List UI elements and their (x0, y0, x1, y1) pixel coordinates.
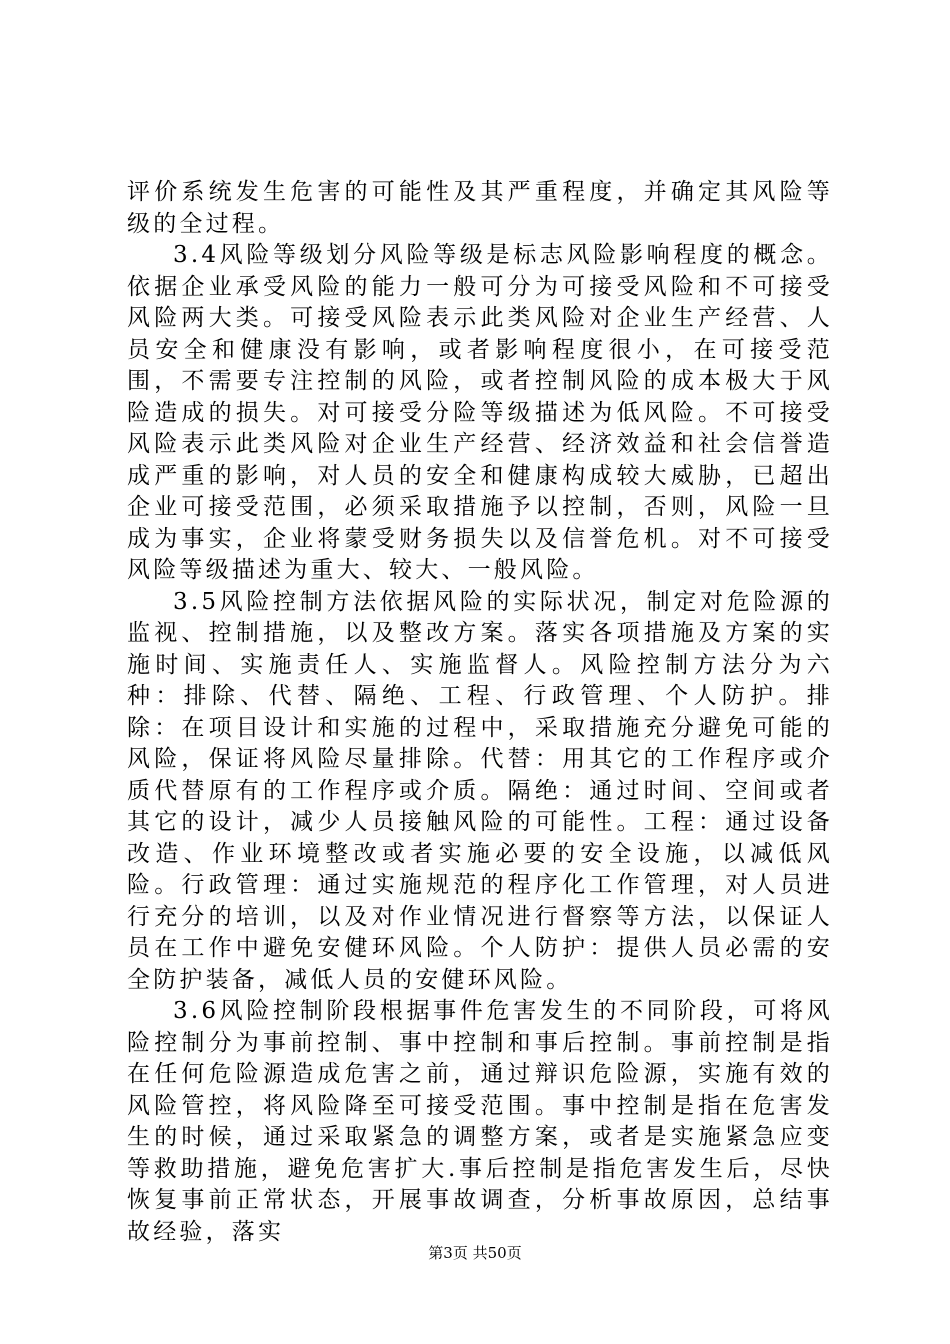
paragraph-3-4-risk-levels: 3.4风险等级划分风险等级是标志风险影响程度的概念。依据企业承受风险的能力一般可分为可接受风险和不可接受风险两大类。可接受风险表示此类风险对企业生产经营、人员安全和健康没有影响，或者影响程度很小，在可接受范围，不需要专注控制的风险，或者控制风险的成本极大于风险造成的损失。对可接受分险等级描述为低风险。不可接受风险表示此类风险对企业生产经营、经济效益和社会信誉造成严重的影响，对人员的安全和健康构成较大威胁，已超出企业可接受范围，必须采取措施予以控制，否则，风险一旦成为事实，企业将蒙受财务损失以及信誉危机。对不可接受风险等级描述为重大、较大、一般风险。 (127, 242, 833, 583)
page-number-footer: 第3页 共50页 (428, 1244, 522, 1262)
paragraph-3-6-risk-control-stages: 3.6风险控制阶段根据事件危害发生的不同阶段，可将风险控制分为事前控制、事中控制和事后控制。事前控制是指在任何危险源造成危害之前，通过辩识危险源，实施有效的风险管控，将风险降至可接受范围。事中控制是指在危害发生的时候，通过采取紧急的调整方案，或者是实施紧急应变等救助措施，避免危害扩大.事后控制是指危害发生后，尽快恢复事前正常状态，开展事故调查，分析事故原因，总结事故经验，落实 (127, 998, 833, 1245)
document-body (127, 177, 833, 1248)
paragraph-continuation: 评价系统发生危害的可能性及其严重程度，并确定其风险等级的全过程。 (127, 179, 833, 237)
paragraph-3-5-risk-control-methods: 3.5风险控制方法依据风险的实际状况，制定对危险源的监视、控制措施，以及整改方案。落实各项措施及方案的实施时间、实施责任人、实施监督人。风险控制方法分为六种：排除、代替、隔绝、工程、行政管理、个人防护。排除：在项目设计和实施的过程中，采取措施充分避免可能的风险，保证将风险尽量排除。代替：用其它的工作程序或介质代替原有的工作程序或介质。隔绝：通过时间、空间或者其它的设计，减少人员接触风险的可能性。工程：通过设备改造、作业环境整改或者实施必要的安全设施，以减低风险。行政管理：通过实施规范的程序化工作管理，对人员进行充分的培训，以及对作业情况进行督察等方法，以保证人员在工作中避免安健环风险。个人防护：提供人员必需的安全防护装备，减低人员的安健环风险。 (127, 588, 833, 993)
